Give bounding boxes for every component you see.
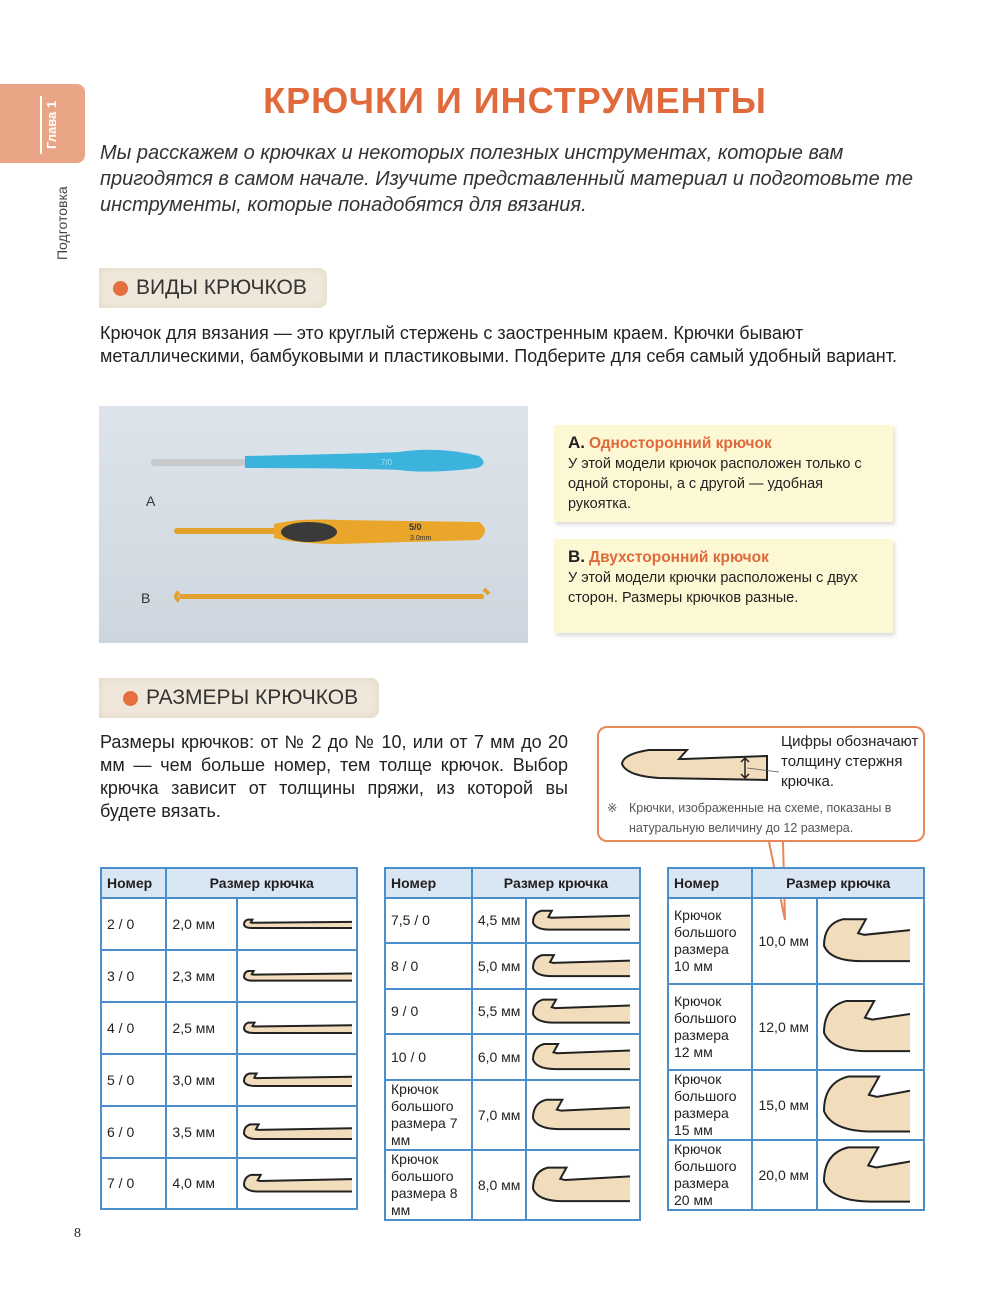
hook-size: 20,0 мм (752, 1140, 816, 1210)
callout-text: Цифры обозначают толщину стержня крючка. (781, 733, 919, 790)
hook-number: 4 / 0 (101, 1002, 166, 1054)
photo-label-b: B (141, 590, 151, 606)
table-row (101, 898, 357, 950)
hook-icon (818, 985, 910, 1069)
hook-number: Крючок большого размера 7 мм (385, 1080, 472, 1150)
header-number: Номер (668, 868, 752, 898)
hook-size: 2,3 мм (166, 950, 237, 1002)
photo-label-a: A (146, 493, 156, 509)
hook-cell (817, 898, 924, 984)
header-number: Номер (385, 868, 472, 898)
hook-size: 6,0 мм (472, 1034, 527, 1080)
table-row (385, 989, 640, 1034)
hook-icon (238, 1055, 352, 1105)
hook-size: 3,5 мм (166, 1106, 237, 1158)
hook-size: 10,0 мм (752, 898, 816, 984)
hook-number: 9 / 0 (385, 989, 472, 1034)
sizes-text: Размеры крючков: от № 2 до № 10, или от 7 мм до 20 мм — чем больше номер, тем толще крючок. Выбор крючка зависит от толщины пряжи, из которой вы будете вязать. (100, 732, 568, 821)
info-box-a (554, 425, 893, 522)
table-row (101, 1054, 357, 1106)
hooks-illustration (99, 406, 528, 643)
hook-size: 4,0 мм (166, 1158, 237, 1209)
info-box-b (554, 539, 893, 633)
bullet-dot-icon (123, 691, 138, 706)
hook-size: 2,0 мм (166, 898, 237, 950)
hook-cell (526, 943, 640, 989)
photo-hook-mark: 5/0 (409, 522, 422, 532)
hook-cell (237, 1054, 357, 1106)
note-mark: ※ (607, 801, 618, 815)
bullet-dot-icon (113, 281, 128, 296)
hook-diagram (619, 748, 779, 788)
table-row (385, 1034, 640, 1080)
info-letter: A. (568, 433, 585, 452)
hook-size: 2,5 мм (166, 1002, 237, 1054)
table-row (385, 1150, 640, 1220)
hook-cell (237, 1106, 357, 1158)
hook-cell (237, 950, 357, 1002)
hooks-photo (99, 406, 528, 643)
table-row (385, 943, 640, 989)
hook-icon (818, 1142, 910, 1209)
hook-size: 5,0 мм (472, 943, 527, 989)
hook-cell (237, 898, 357, 950)
hook-size-table (384, 867, 641, 1221)
hook-size-table (100, 867, 358, 1210)
hook-icon (527, 1035, 630, 1079)
info-letter: B. (568, 547, 585, 566)
hook-number: 5 / 0 (101, 1054, 166, 1106)
hook-icon (527, 899, 630, 942)
section-side-label: Подготовка (54, 186, 70, 260)
callout-box (597, 726, 925, 842)
hook-icon (238, 1003, 352, 1053)
hook-icon (527, 1151, 630, 1219)
hook-number: 7,5 / 0 (385, 898, 472, 943)
hook-icon (818, 1071, 910, 1139)
hook-cell (526, 1150, 640, 1220)
hook-number: 3 / 0 (101, 950, 166, 1002)
info-text: У этой модели крючки расположены с двух сторон. Размеры крючков разные. (568, 570, 858, 606)
table-row (385, 1080, 640, 1150)
hook-number: 2 / 0 (101, 898, 166, 950)
hook-size: 4,5 мм (472, 898, 527, 943)
intro-text: Мы расскажем о крючках и некоторых полезных инструментах, которые вам пригодятся в самом начале. Изучите представленный материал и подготовьте те инструменты, которые понадобятся для вязания. (100, 142, 914, 216)
hook-cell (817, 1140, 924, 1210)
hook-icon (527, 944, 630, 988)
hook-cell (817, 984, 924, 1070)
hook-size: 7,0 мм (472, 1080, 527, 1150)
table-row (668, 984, 924, 1070)
table-row (101, 1002, 357, 1054)
table-row (668, 1140, 924, 1210)
hook-number: Крючок большого размера 15 мм (668, 1070, 752, 1140)
hook-number: Крючок большого размера 10 мм (668, 898, 752, 984)
header-number: Номер (101, 868, 166, 898)
hook-cell (526, 989, 640, 1034)
hook-number: 6 / 0 (101, 1106, 166, 1158)
photo-hook-mark: 7/0 (381, 458, 393, 467)
table-row (101, 1106, 357, 1158)
hook-number: 7 / 0 (101, 1158, 166, 1209)
hook-icon (238, 1159, 352, 1208)
hook-size: 5,5 мм (472, 989, 527, 1034)
hook-cell (237, 1158, 357, 1209)
header-size: Размер крючка (752, 868, 924, 898)
hook-size: 12,0 мм (752, 984, 816, 1070)
hook-cell (817, 1070, 924, 1140)
hook-cell (237, 1002, 357, 1054)
hook-size: 15,0 мм (752, 1070, 816, 1140)
hook-number: 10 / 0 (385, 1034, 472, 1080)
hook-cell (526, 1034, 640, 1080)
photo-hook-mark: 3.0mm (410, 535, 432, 542)
table-row (668, 898, 924, 984)
hook-number: 8 / 0 (385, 943, 472, 989)
hook-cell (526, 898, 640, 943)
hook-icon (527, 990, 630, 1033)
info-title: Односторонний крючок (589, 435, 772, 452)
info-title: Двухсторонний крючок (589, 549, 769, 566)
section-header-types (99, 268, 327, 308)
section-header-sizes (99, 678, 379, 718)
hook-icon (527, 1081, 630, 1149)
hook-size: 8,0 мм (472, 1150, 527, 1220)
hook-cell (526, 1080, 640, 1150)
hook-icon (238, 899, 352, 949)
table-row (101, 950, 357, 1002)
hook-number: Крючок большого размера 12 мм (668, 984, 752, 1070)
page-number: 8 (74, 1226, 81, 1241)
hook-size: 3,0 мм (166, 1054, 237, 1106)
note-text: Крючки, изображенные на схеме, показаны в натуральную величину до 12 размера. (629, 801, 892, 835)
hook-number: Крючок большого размера 20 мм (668, 1140, 752, 1210)
hook-icon (238, 951, 352, 1001)
hook-size-table (667, 867, 925, 1211)
chapter-label: Глава 1 (44, 100, 59, 150)
info-text: У этой модели крючок расположен только с одной стороны, а с другой — удобная рукоятка. (568, 456, 862, 512)
section-title: РАЗМЕРЫ КРЮЧКОВ (146, 686, 359, 709)
hook-icon (818, 899, 910, 983)
section-title: ВИДЫ КРЮЧКОВ (136, 276, 307, 299)
header-size: Размер крючка (166, 868, 357, 898)
page-title: КРЮЧКИ И ИНСТРУМЕНТЫ (263, 80, 767, 121)
hook-icon (238, 1107, 352, 1157)
hook-number: Крючок большого размера 8 мм (385, 1150, 472, 1220)
types-text: Крючок для вязания — это круглый стержень с заостренным краем. Крючки бывают металлическими, бамбуковыми и пластиковыми. Подберите для себя самый удобный вариант. (100, 323, 897, 366)
table-row (668, 1070, 924, 1140)
table-row (385, 898, 640, 943)
table-row (101, 1158, 357, 1209)
header-size: Размер крючка (472, 868, 640, 898)
